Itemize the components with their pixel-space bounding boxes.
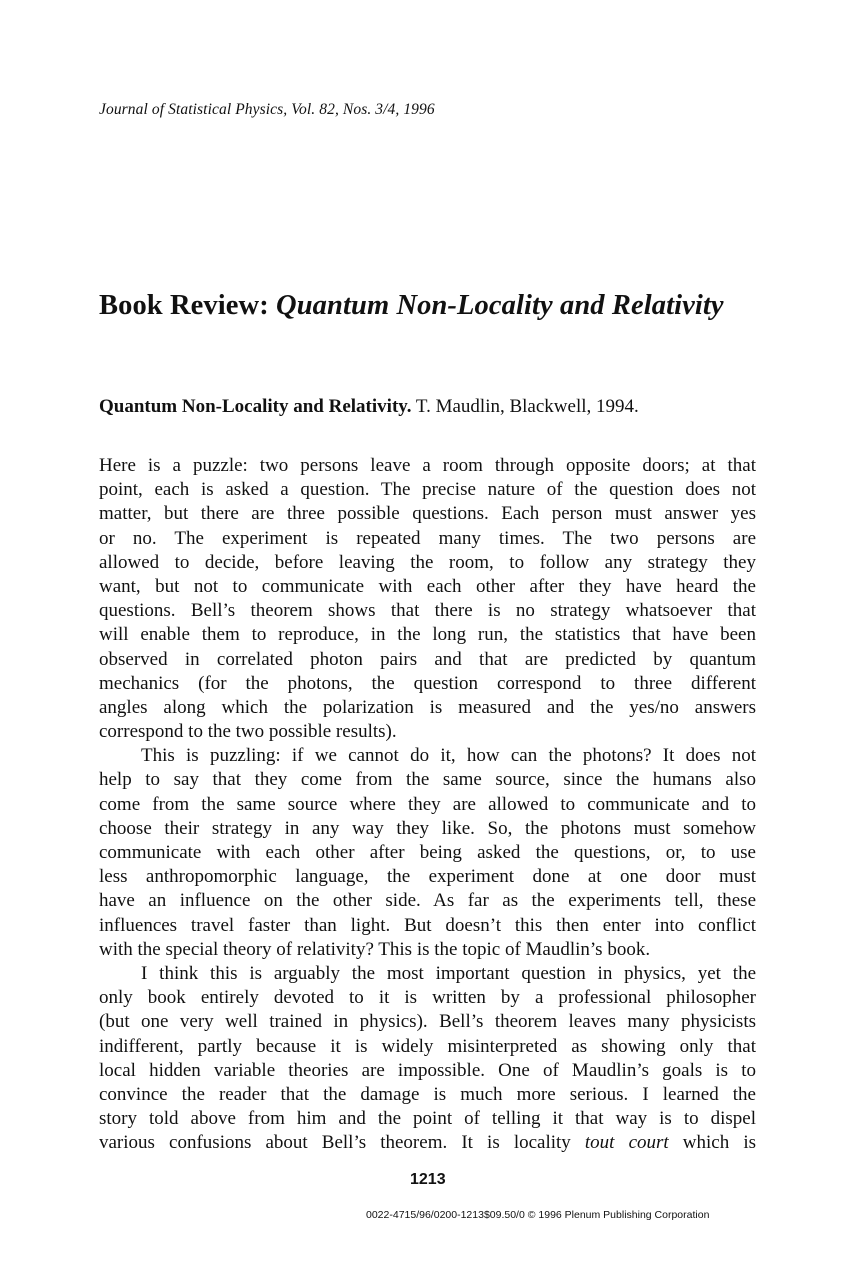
text-line: only book entirely devoted to it is written by a professional philosopher bbox=[99, 987, 756, 1009]
text-line: choose their strategy in any way they like. So, the photons must somehow bbox=[99, 817, 756, 839]
text-line: correspond to the two possible results). bbox=[99, 721, 397, 743]
copyright-imprint: 0022-4715/96/0200-1213$09.50/0 © 1996 Plenum Publishing Corporation bbox=[366, 1209, 710, 1221]
text-line: (but one very well trained in physics). Bell’s theorem leaves many physicists bbox=[99, 1011, 756, 1033]
review-body bbox=[99, 454, 756, 1155]
text-line: This is puzzling: if we cannot do it, how can the photons? It does not bbox=[141, 745, 756, 767]
text-line: want, but not to communicate with each other after they have heard the bbox=[99, 575, 756, 597]
title-prefix: Book Review: bbox=[99, 290, 277, 321]
paragraph-1 bbox=[99, 454, 756, 744]
text-line: will enable them to reproduce, in the long run, the statistics that have been bbox=[99, 624, 756, 646]
text-line: I think this is arguably the most important question in physics, yet the bbox=[141, 962, 756, 984]
text-line: influences travel faster than light. But doesn’t this then enter into conflict bbox=[99, 914, 756, 936]
text-line: Here is a puzzle: two persons leave a room through opposite doors; at that bbox=[99, 455, 756, 476]
final-line-start: various confusions about Bell’s theorem. It is locality bbox=[99, 1132, 585, 1154]
page-number: 1213 bbox=[410, 1171, 446, 1188]
text-line: less anthropomorphic language, the experiment done at one door must bbox=[99, 866, 756, 888]
text-line: help to say that they come from the same source, since the humans also bbox=[99, 769, 756, 791]
book-citation bbox=[99, 396, 639, 418]
text-line: mechanics (for the photons, the question correspond to three different bbox=[99, 672, 756, 694]
text-line: point, each is asked a question. The precise nature of the question does not bbox=[99, 479, 756, 501]
text-line: observed in correlated photon pairs and that are predicted by quantum bbox=[99, 648, 756, 670]
emphasis-tout-court: tout court bbox=[584, 1132, 669, 1154]
final-line-end: which is bbox=[668, 1132, 757, 1154]
citation-details: T. Maudlin, Blackwell, 1994. bbox=[411, 396, 639, 417]
paragraph-3 bbox=[99, 962, 756, 1156]
running-head: Journal of Statistical Physics, Vol. 82, Nos. 3/4, 1996 bbox=[99, 101, 435, 118]
paragraph-2 bbox=[99, 744, 756, 962]
title-book-name: Quantum Non-Locality and Relativity bbox=[276, 290, 724, 321]
text-line: indifferent, partly because it is widely misinterpreted as showing only that bbox=[99, 1035, 756, 1057]
citation-book-title: Quantum Non-Locality and Relativity. bbox=[99, 396, 412, 417]
text-line: or no. The experiment is repeated many times. The two persons are bbox=[99, 527, 756, 549]
text-line: matter, but there are three possible questions. Each person must answer yes bbox=[99, 503, 756, 525]
text-line bbox=[99, 1131, 756, 1155]
text-line: story told above from him and the point of telling it that way is to dispel bbox=[99, 1108, 756, 1130]
text-line: with the special theory of relativity? This is the topic of Maudlin’s book. bbox=[99, 938, 651, 960]
text-line: allowed to decide, before leaving the room, to follow any strategy they bbox=[99, 551, 756, 573]
text-line: come from the same source where they are allowed to communicate and to bbox=[99, 793, 756, 815]
text-line: angles along which the polarization is measured and the yes/no answers bbox=[99, 696, 756, 718]
text-line: local hidden variable theories are impossible. One of Maudlin’s goals is to bbox=[99, 1059, 756, 1081]
text-line: have an influence on the other side. As far as the experiments tell, these bbox=[99, 890, 756, 912]
review-title bbox=[99, 290, 724, 322]
text-line: convince the reader that the damage is much more serious. I learned the bbox=[99, 1083, 756, 1105]
text-line: communicate with each other after being asked the questions, or, to use bbox=[99, 842, 756, 863]
text-line: questions. Bell’s theorem shows that there is no strategy whatsoever that bbox=[99, 600, 756, 622]
